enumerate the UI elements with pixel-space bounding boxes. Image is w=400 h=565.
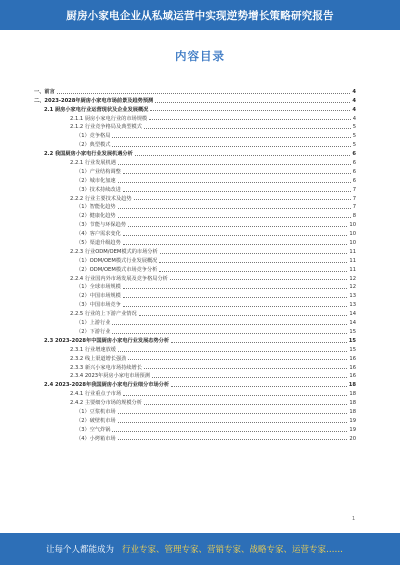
toc-entry-page: 4 [352, 106, 356, 113]
toc-dot-leader [123, 235, 348, 236]
toc-entry[interactable] [34, 415, 356, 424]
toc-entry[interactable] [34, 353, 356, 362]
toc-entry-page: 12 [349, 284, 356, 291]
toc-entry-title: 2.3.1 行业增速放缓 [70, 346, 116, 353]
toc-entry[interactable] [34, 273, 356, 282]
toc-entry[interactable] [34, 424, 356, 433]
toc-entry-page: 18 [348, 382, 356, 389]
toc-entry-title: 2.4.2 主要细分市场的规模分析 [70, 400, 142, 407]
toc-entry-page: 6 [352, 177, 356, 184]
toc-entry[interactable] [34, 326, 356, 335]
toc-entry-title: （1）豆浆机市场 [76, 408, 116, 415]
toc-dot-leader [144, 368, 347, 369]
toc-entry-page: 15 [348, 337, 356, 344]
toc-entry-title: 2.3.2 线上渠道增长强劲 [70, 355, 127, 362]
toc-entry-title: （2）健康化趋势 [76, 213, 116, 220]
toc-entry-page: 14 [349, 311, 356, 318]
toc-entry-title: （3）空气炸锅 [76, 426, 111, 433]
toc-entry-title: （2）破壁机市场 [76, 417, 116, 424]
toc-dot-leader [118, 439, 348, 440]
toc-entry-title: 2.2.5 行业的上下游产业情况 [70, 311, 137, 318]
toc-entry-title: （2）典型模式 [76, 142, 111, 149]
toc-dot-leader [118, 217, 351, 218]
toc-entry-page: 11 [349, 248, 356, 255]
toc-entry-page: 11 [349, 266, 356, 273]
toc-entry-page: 4 [352, 97, 356, 104]
toc-entry-page: 13 [349, 293, 356, 300]
toc-entry[interactable] [34, 317, 356, 326]
toc-entry-title: 2.4.1 行业重点子市场 [70, 391, 122, 398]
toc-dot-leader [144, 404, 347, 405]
toc-entry-title: 2.2 我国厨房小家电行业发展机遇分析 [44, 151, 133, 158]
toc-dot-leader [171, 386, 347, 387]
toc-entry-page: 18 [349, 408, 356, 415]
toc-dot-leader [149, 119, 351, 120]
toc-entry[interactable] [34, 344, 356, 353]
toc-dot-leader [139, 315, 348, 316]
toc-entry-page: 16 [349, 373, 356, 380]
toc-entry[interactable] [34, 362, 356, 371]
toc-entry[interactable] [34, 371, 356, 380]
toc-entry[interactable] [34, 237, 356, 246]
toc-dot-leader [155, 102, 350, 103]
toc-entry-page: 10 [349, 231, 356, 238]
toc-dot-leader [128, 359, 347, 360]
toc-dot-leader [134, 199, 351, 200]
toc-entry-page: 5 [352, 142, 356, 149]
toc-entry-title: （1）竞争格局 [76, 133, 111, 140]
toc-dot-leader [118, 182, 351, 183]
toc-entry-page: 14 [349, 320, 356, 327]
toc-dot-leader [118, 422, 348, 423]
toc-entry[interactable] [34, 104, 356, 113]
toc-entry[interactable] [34, 299, 356, 308]
toc-entry[interactable] [34, 139, 356, 148]
toc-entry-title: 2.1.2 行业竞争格局及典型模式 [70, 124, 142, 131]
toc-entry[interactable] [34, 184, 356, 193]
toc-entry-page: 16 [349, 355, 356, 362]
toc-entry[interactable] [34, 95, 356, 104]
footer-slogan-roles: 行业专家、管理专家、营销专家、战略专家、运营专家…… [122, 545, 344, 555]
toc-entry-title: 2.2.4 行业国内外市场发展及竞争格局分析 [70, 275, 168, 282]
toc-entry-title: （1）上游行业 [76, 320, 111, 327]
footer-slogan-lead: 让每个人都能成为 [46, 545, 115, 555]
toc-dot-leader [57, 93, 351, 94]
table-of-contents [34, 86, 356, 442]
report-title: 厨房小家电企业从私域运营中实现逆势增长策略研究报告 [66, 9, 334, 22]
toc-entry-title: 2.2.1 行业发展机遇 [70, 160, 116, 167]
toc-entry[interactable] [34, 388, 356, 397]
toc-entry-title: 2.3 2023-2028年中国厨房小家电行业发展态势分析 [44, 337, 170, 344]
toc-entry-page: 11 [349, 257, 356, 264]
toc-entry[interactable] [34, 264, 356, 273]
toc-entry-page: 12 [349, 275, 356, 282]
toc-dot-leader [123, 288, 348, 289]
toc-entry-page: 18 [349, 391, 356, 398]
toc-entry-title: （1）ODM/OEM模式行业发展概况 [76, 257, 158, 264]
toc-entry-page: 19 [349, 426, 356, 433]
toc-entry-title: 2.4 2023-2028年我国厨房小家电行业细分市场分析 [44, 382, 170, 389]
toc-dot-leader [123, 297, 348, 298]
toc-entry-page: 5 [352, 124, 356, 131]
toc-dot-leader [118, 164, 351, 165]
toc-entry-page: 10 [349, 222, 356, 229]
toc-entry[interactable] [34, 255, 356, 264]
toc-entry[interactable] [34, 246, 356, 255]
toc-dot-leader [123, 395, 347, 396]
toc-entry-page: 7 [352, 195, 356, 202]
toc-entry[interactable] [34, 157, 356, 166]
toc-dot-leader [171, 342, 347, 343]
toc-dot-leader [123, 244, 348, 245]
toc-entry-title: （3）中国市场竞争 [76, 302, 121, 309]
toc-dot-leader [135, 155, 351, 156]
toc-entry-page: 4 [352, 88, 356, 95]
toc-entry[interactable] [34, 282, 356, 291]
toc-entry-page: 6 [352, 160, 356, 167]
toc-entry[interactable] [34, 193, 356, 202]
toc-dot-leader [170, 279, 348, 280]
toc-dot-leader [118, 413, 348, 414]
toc-entry[interactable] [34, 86, 356, 95]
toc-dot-leader [160, 253, 348, 254]
toc-dot-leader [159, 271, 347, 272]
toc-entry-title: （2）ODM/OEM模式市场竞争分析 [76, 266, 158, 273]
toc-entry-title: （1）产业结构调整 [76, 168, 121, 175]
toc-dot-leader [123, 306, 348, 307]
toc-entry-page: 13 [349, 302, 356, 309]
toc-entry-title: 2.2.2 行业主要技术及趋势 [70, 195, 132, 202]
header-band [0, 0, 400, 30]
toc-entry[interactable] [34, 228, 356, 237]
toc-entry[interactable] [34, 290, 356, 299]
toc-entry-title: （5）渠道升级趋势 [76, 240, 121, 247]
toc-entry-page: 7 [352, 204, 356, 211]
toc-dot-leader [118, 208, 351, 209]
toc-entry-title: 2.2.3 行业ODM/OEM模式的市场分析 [70, 248, 158, 255]
toc-entry[interactable] [34, 335, 356, 344]
toc-entry-page: 18 [349, 400, 356, 407]
toc-dot-leader [112, 146, 350, 147]
toc-entry[interactable] [34, 379, 356, 388]
toc-entry-page: 8 [352, 213, 356, 220]
toc-entry[interactable] [34, 202, 356, 211]
toc-entry-page: 6 [352, 151, 356, 158]
toc-heading: 内容目录 [175, 49, 225, 63]
toc-entry-page: 20 [349, 435, 356, 442]
toc-entry-title: （1）智能化趋势 [76, 204, 116, 211]
page-number: 1 [352, 516, 356, 522]
toc-entry-page: 15 [349, 346, 356, 353]
toc-entry-title: （2）中国市场规模 [76, 293, 121, 300]
toc-dot-leader [112, 324, 347, 325]
toc-entry-title: 2.1.1 厨房小家电行业的市场规模 [70, 115, 148, 122]
toc-entry-title: （4）小烤箱市场 [76, 435, 116, 442]
toc-entry[interactable] [34, 148, 356, 157]
toc-entry-title: 2.1 厨房小家电行业运营现状及企业发展概况 [44, 106, 149, 113]
toc-entry[interactable] [34, 130, 356, 139]
toc-entry[interactable] [34, 406, 356, 415]
toc-dot-leader [118, 351, 347, 352]
toc-entry-page: 4 [352, 115, 356, 122]
toc-entry[interactable] [34, 175, 356, 184]
toc-entry[interactable] [34, 166, 356, 175]
toc-entry-title: 一、前言 [34, 88, 55, 95]
toc-entry-title: 二、2023-2028年厨房小家电市场前景及趋势预测 [34, 97, 154, 104]
toc-entry[interactable] [34, 433, 356, 442]
toc-entry-page: 10 [349, 240, 356, 247]
toc-dot-leader [128, 226, 347, 227]
toc-entry[interactable] [34, 113, 356, 122]
toc-entry[interactable] [34, 308, 356, 317]
toc-entry-title: （3）技术持续改进 [76, 186, 121, 193]
toc-entry[interactable] [34, 210, 356, 219]
toc-dot-leader [123, 191, 351, 192]
footer-band [0, 533, 400, 565]
toc-dot-leader [159, 262, 347, 263]
toc-entry[interactable] [34, 397, 356, 406]
toc-entry-page: 5 [352, 133, 356, 140]
toc-dot-leader [112, 333, 347, 334]
toc-dot-leader [150, 110, 350, 111]
toc-entry-title: （2）下游行业 [76, 328, 111, 335]
toc-entry-page: 7 [352, 186, 356, 193]
toc-entry-page: 6 [352, 168, 356, 175]
toc-entry-page: 16 [349, 364, 356, 371]
toc-entry[interactable] [34, 122, 356, 131]
toc-entry-title: （3）节能与环保趋势 [76, 222, 126, 229]
toc-dot-leader [112, 431, 347, 432]
toc-dot-leader [144, 128, 351, 129]
toc-entry-title: （2）城市化加速 [76, 177, 116, 184]
toc-entry-page: 19 [349, 417, 356, 424]
toc-entry-title: （4）客户需求变化 [76, 231, 121, 238]
toc-entry-page: 15 [349, 328, 356, 335]
toc-entry-title: （1）全球市场规模 [76, 284, 121, 291]
toc-entry-title: 2.3.3 新兴小家电市场持续增长 [70, 364, 142, 371]
toc-dot-leader [112, 137, 350, 138]
toc-dot-leader [123, 173, 351, 174]
toc-dot-leader [152, 377, 347, 378]
toc-entry[interactable] [34, 219, 356, 228]
toc-entry-title: 2.3.4 2023年厨房小家电市场预测 [70, 373, 150, 380]
